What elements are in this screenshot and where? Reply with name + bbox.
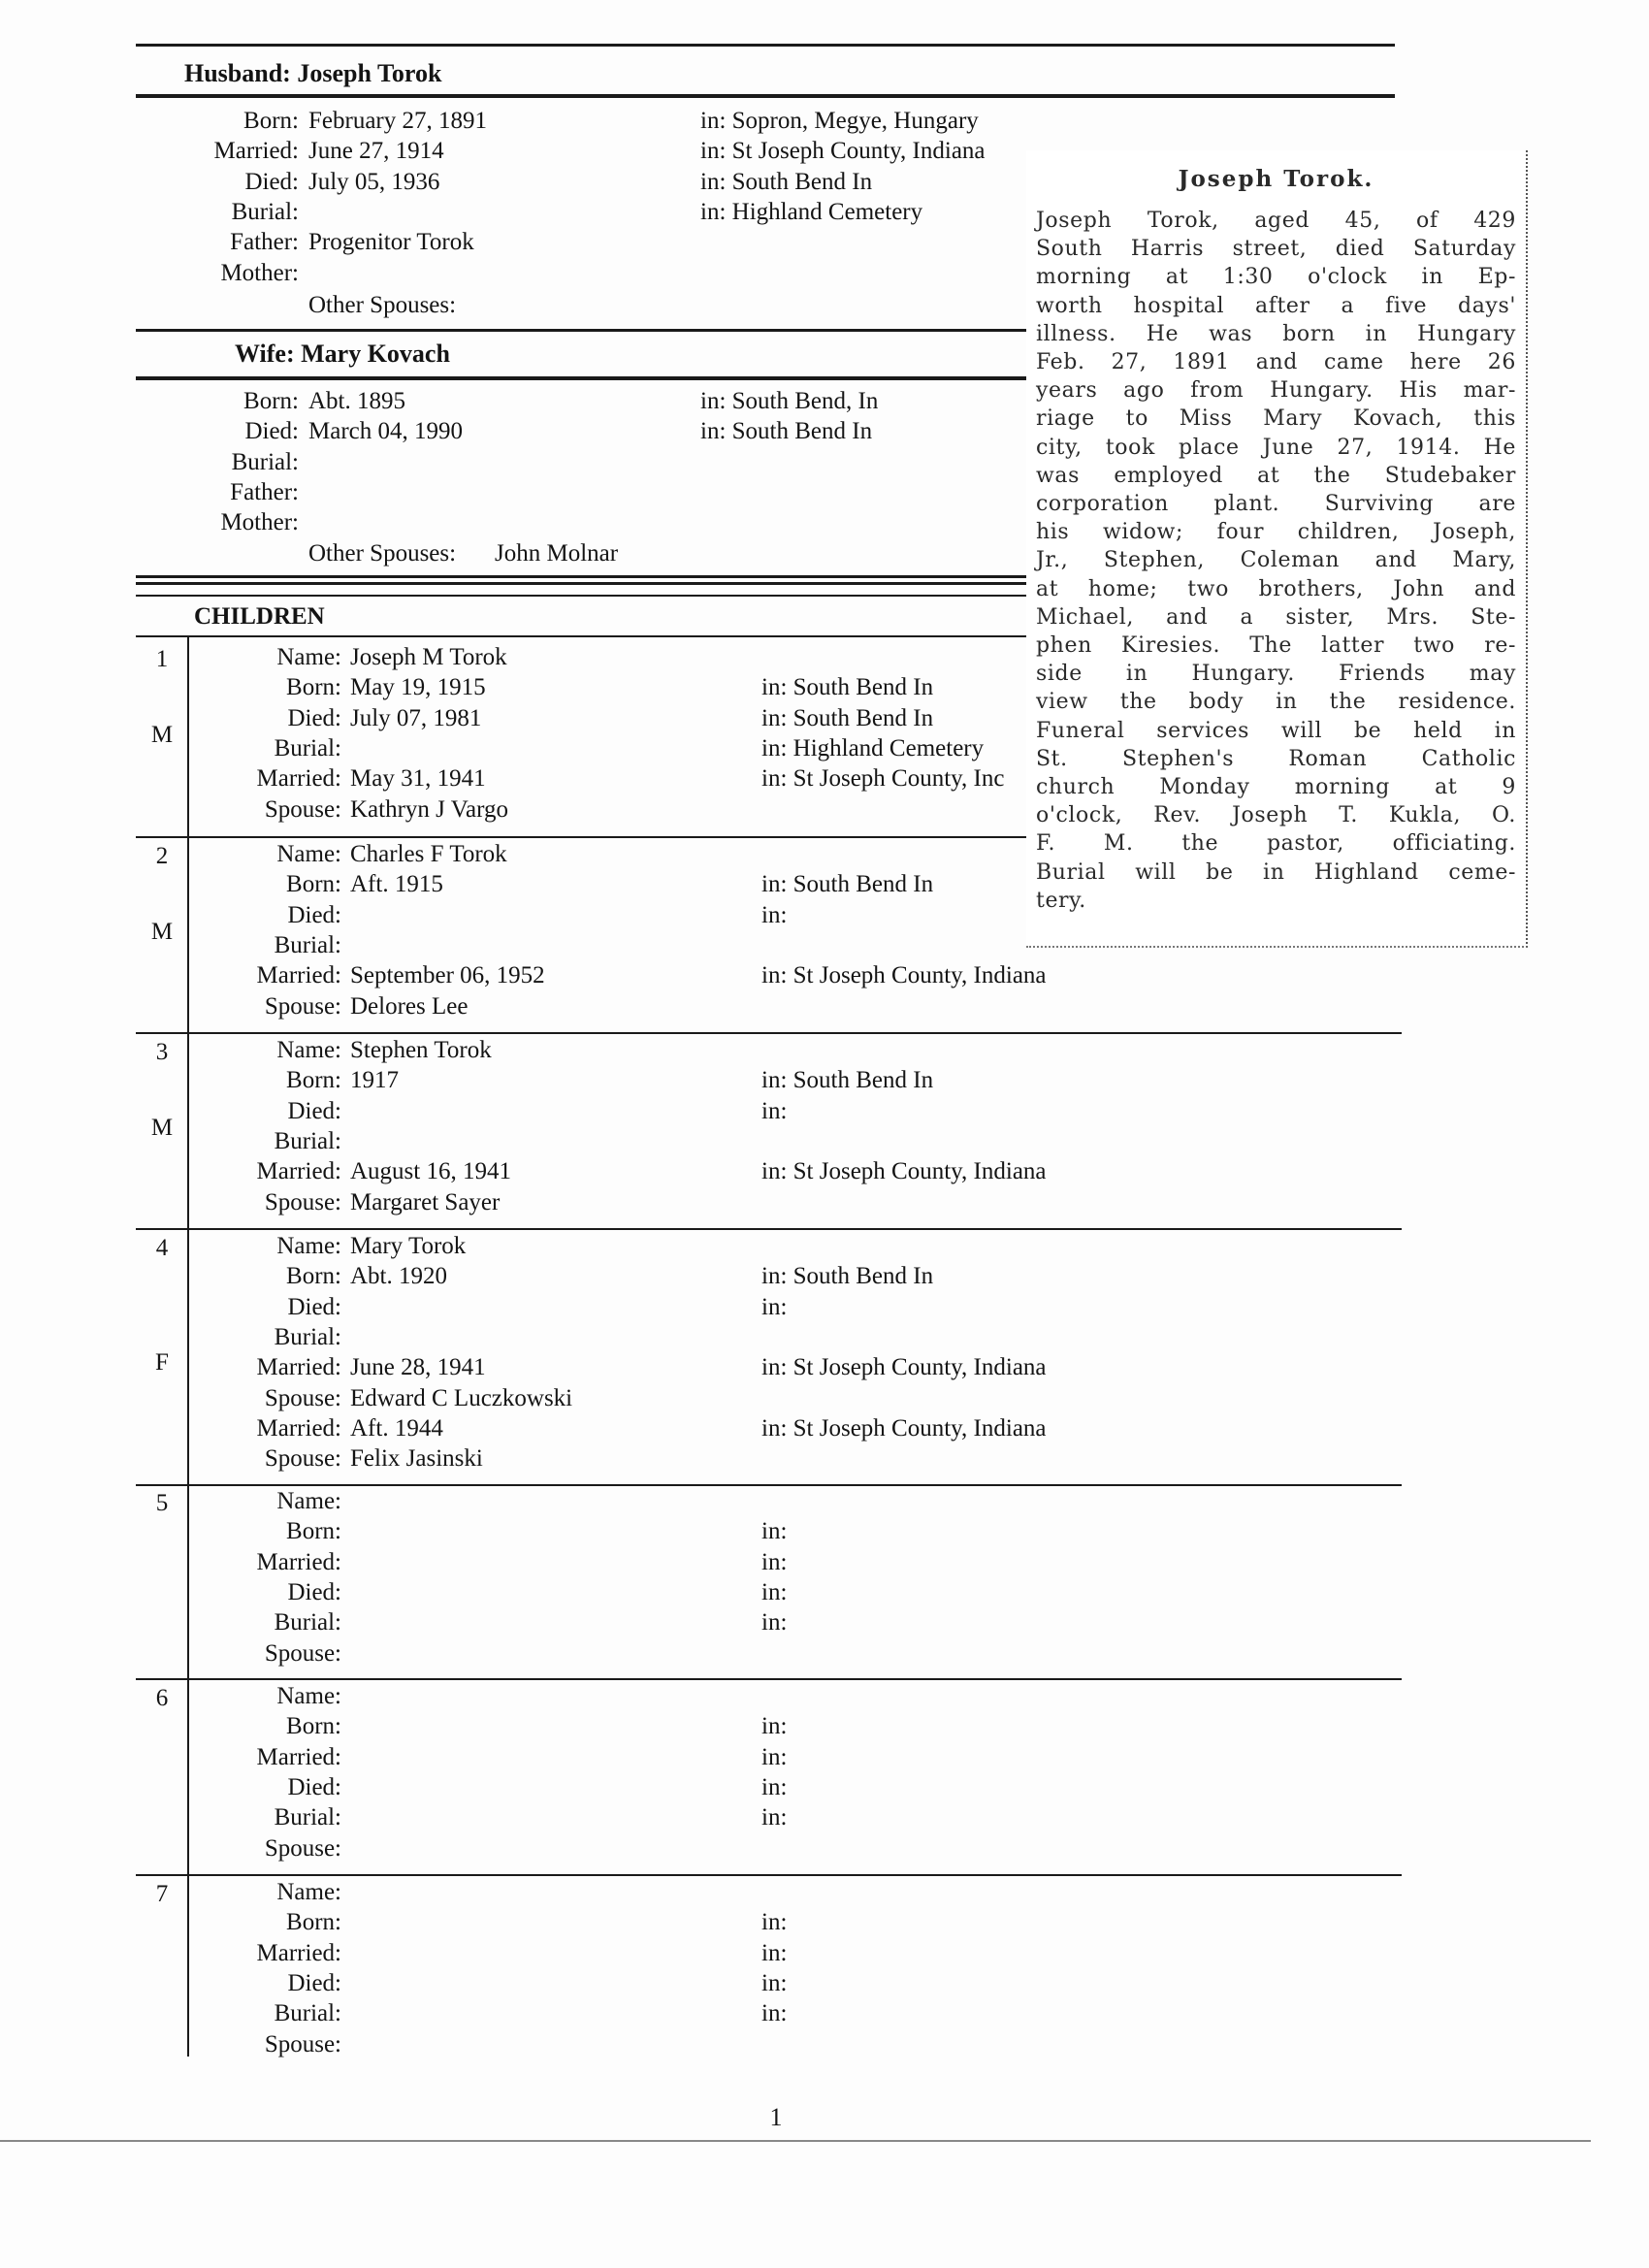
child-field-place: in: South Bend In <box>761 871 934 898</box>
obituary-line: church Monday morning at 9 <box>1036 775 1516 799</box>
obituary-line: riage to Miss Mary Kovach, this <box>1036 406 1516 432</box>
child-sex: F <box>155 1349 169 1376</box>
child-field-label: Died: <box>287 1773 341 1800</box>
child-number: 3 <box>155 1039 169 1065</box>
child-field-value: August 16, 1941 <box>350 1158 511 1185</box>
child-field-label: Burial: <box>274 2000 341 2027</box>
obituary-line: was employed at the Studebaker <box>1036 463 1516 488</box>
wife-rule <box>136 376 1026 380</box>
child-field-label: Born: <box>286 1909 341 1936</box>
child-field-value: Edward C Luczkowski <box>350 1384 573 1411</box>
husband-field-label: Burial: <box>231 198 299 225</box>
child-field-place: in: <box>761 1969 788 1996</box>
child-field-label: Born: <box>286 1263 341 1290</box>
child-field-place: in: St Joseph County, Indiana <box>761 1158 1047 1185</box>
husband-field-place: in: South Bend In <box>700 168 873 195</box>
child-field-value: 1917 <box>350 1067 399 1094</box>
bottom-rule <box>0 2140 1591 2142</box>
child-field-label: Spouse: <box>264 1834 341 1862</box>
child-field-place: in: <box>761 2000 788 2027</box>
child-field-place: in: <box>761 1609 788 1636</box>
children-top-rule-1 <box>136 575 1026 578</box>
child-separator <box>136 836 1026 838</box>
obituary-line: at home; two brothers, John and <box>1036 576 1516 601</box>
obituary-line: morning at 1:30 o'clock in Ep- <box>1036 265 1516 290</box>
child-separator <box>136 1678 1402 1680</box>
child-field-label: Spouse: <box>264 1384 341 1411</box>
child-field-place: in: South Bend In <box>761 1067 934 1094</box>
husband-field-value: June 27, 1914 <box>308 138 444 165</box>
obituary-clipping <box>1026 150 1528 948</box>
child-field-label: Name: <box>276 841 341 867</box>
child-number: 2 <box>155 843 169 869</box>
obituary-line: Jr., Stephen, Coleman and Mary, <box>1036 548 1516 573</box>
obituary-line: Michael, and a sister, Mrs. Ste- <box>1036 604 1516 630</box>
husband-field-label: Died: <box>244 168 299 195</box>
wife-field-label: Father: <box>230 478 299 505</box>
husband-header-label: Husband: <box>184 59 291 87</box>
child-field-label: Born: <box>286 1713 341 1740</box>
wife-field-value: March 04, 1990 <box>308 418 463 445</box>
child-field-label: Married: <box>256 1939 341 1966</box>
child-sex: M <box>150 1115 174 1141</box>
wife-other-spouses-label: Other Spouses: <box>308 540 457 567</box>
child-field-label: Burial: <box>274 1127 341 1154</box>
child-number: 4 <box>155 1235 169 1261</box>
husband-rule <box>136 94 1395 98</box>
child-field-label: Burial: <box>274 1323 341 1350</box>
wife-name: Mary Kovach <box>301 340 450 368</box>
child-field-label: Married: <box>256 765 341 793</box>
obituary-line: phen Kiresies. The latter two re- <box>1036 633 1516 658</box>
child-field-place: in: <box>761 1293 788 1320</box>
child-field-label: Died: <box>287 1578 341 1605</box>
child-field-place: in: <box>761 1773 788 1800</box>
child-field-label: Name: <box>276 1233 341 1259</box>
child-field-place: in: <box>761 1743 788 1770</box>
child-field-value: Stephen Torok <box>350 1037 492 1063</box>
child-field-place: in: St Joseph County, Indiana <box>761 1354 1047 1381</box>
child-field-label: Died: <box>287 901 341 928</box>
child-field-place: in: <box>761 1713 788 1740</box>
obituary-title: Joseph Torok. <box>1178 166 1374 192</box>
obituary-line: city, took place June 27, 1914. He <box>1036 435 1516 460</box>
child-field-place: in: <box>761 1097 788 1124</box>
children-top-rule-2 <box>136 582 1026 585</box>
child-number: 7 <box>155 1881 169 1907</box>
child-separator <box>136 1228 1402 1230</box>
child-field-label: Married: <box>256 1158 341 1185</box>
child-field-value: Margaret Sayer <box>350 1188 501 1215</box>
child-field-value: July 07, 1981 <box>350 704 482 731</box>
child-field-label: Born: <box>286 1067 341 1094</box>
husband-name: Joseph Torok <box>297 59 442 87</box>
child-field-label: Married: <box>256 1548 341 1575</box>
child-field-label: Spouse: <box>264 2030 341 2057</box>
husband-field-label: Father: <box>230 229 299 256</box>
child-field-place: in: South Bend In <box>761 674 934 701</box>
child-field-value: Mary Torok <box>350 1233 467 1259</box>
child-field-place: in: Highland Cemetery <box>761 734 985 761</box>
children-header: CHILDREN <box>194 603 325 630</box>
obituary-line: South Harris street, died Saturday <box>1036 237 1516 262</box>
child-field-label: Name: <box>276 644 341 670</box>
child-field-label: Burial: <box>274 931 341 958</box>
child-field-label: Burial: <box>274 1609 341 1636</box>
child-field-value: Kathryn J Vargo <box>350 795 508 823</box>
obituary-line: Burial will be in Highland ceme- <box>1036 859 1516 885</box>
obituary-line: corporation plant. Surviving are <box>1036 492 1516 516</box>
obituary-line: Funeral services will be held in <box>1036 718 1516 743</box>
child-field-label: Name: <box>276 1683 341 1709</box>
wife-top-rule <box>136 329 1026 332</box>
child-sex: M <box>150 722 174 748</box>
child-field-value: Aft. 1944 <box>350 1414 443 1442</box>
husband-field-place: in: Highland Cemetery <box>700 198 923 225</box>
husband-other-spouses-label: Other Spouses: <box>308 292 457 318</box>
page-number: 1 <box>769 2103 783 2131</box>
child-field-label: Burial: <box>274 1804 341 1831</box>
child-field-place: in: <box>761 1518 788 1545</box>
wife-other-spouses: John Molnar <box>495 540 619 567</box>
wife-field-label: Died: <box>244 418 299 445</box>
child-field-place: in: <box>761 1909 788 1936</box>
child-field-label: Married: <box>256 1414 341 1442</box>
child-field-place: in: South Bend In <box>761 704 934 731</box>
wife-field-label: Born: <box>243 388 299 414</box>
husband-field-label: Married: <box>213 138 299 165</box>
child-field-value: Aft. 1915 <box>350 871 443 898</box>
child-field-label: Spouse: <box>264 1639 341 1667</box>
child-field-place: in: <box>761 901 788 928</box>
child-field-label: Name: <box>276 1879 341 1905</box>
obituary-line: worth hospital after a five days' <box>1036 293 1516 318</box>
child-field-place: in: <box>761 1578 788 1605</box>
child-field-label: Spouse: <box>264 1188 341 1215</box>
children-header-rule <box>136 595 1026 597</box>
obituary-line: illness. He was born in Hungary <box>1036 321 1516 346</box>
child-field-place: in: <box>761 1548 788 1575</box>
child-separator <box>136 1032 1402 1034</box>
wife-field-place: in: South Bend, In <box>700 388 879 414</box>
husband-field-value: Progenitor Torok <box>308 229 474 256</box>
child-field-place: in: St Joseph County, Inc <box>761 765 1005 793</box>
child-field-place: in: <box>761 1804 788 1831</box>
wife-header-label: Wife: <box>235 340 295 368</box>
obituary-line: o'clock, Rev. Joseph T. Kukla, O. <box>1036 803 1516 828</box>
child-field-label: Died: <box>287 704 341 731</box>
top-rule <box>136 44 1395 47</box>
child-field-label: Born: <box>286 674 341 701</box>
child-field-label: Spouse: <box>264 1445 341 1473</box>
child-field-label: Name: <box>276 1037 341 1063</box>
child-field-label: Spouse: <box>264 992 341 1020</box>
child-number: 6 <box>155 1685 169 1711</box>
child-field-value: Charles F Torok <box>350 841 507 867</box>
child-field-label: Died: <box>287 1293 341 1320</box>
child-field-label: Died: <box>287 1097 341 1124</box>
husband-field-label: Born: <box>243 108 299 134</box>
child-field-label: Died: <box>287 1969 341 1996</box>
child-separator <box>136 1484 1402 1486</box>
child-field-place: in: St Joseph County, Indiana <box>761 962 1047 989</box>
child-field-place: in: <box>761 1939 788 1966</box>
child-sex: M <box>150 919 174 945</box>
husband-field-value: February 27, 1891 <box>308 108 487 134</box>
child-field-place: in: St Joseph County, Indiana <box>761 1414 1047 1442</box>
obituary-line: his widow; four children, Joseph, <box>1036 520 1516 545</box>
obituary-line: view the body in the residence. <box>1036 690 1516 715</box>
child-field-value: Delores Lee <box>350 992 469 1020</box>
child-field-label: Spouse: <box>264 795 341 823</box>
child-field-place: in: South Bend In <box>761 1263 934 1290</box>
child-field-label: Married: <box>256 1743 341 1770</box>
husband-field-label: Mother: <box>220 259 299 286</box>
obituary-line: years ago from Hungary. His mar- <box>1036 378 1516 404</box>
obituary-line: F. M. the pastor, officiating. <box>1036 831 1516 857</box>
husband-field-place: in: St Joseph County, Indiana <box>700 138 986 165</box>
child-field-value: June 28, 1941 <box>350 1354 486 1381</box>
child-field-label: Name: <box>276 1488 341 1514</box>
child-field-value: Abt. 1920 <box>350 1263 447 1290</box>
child-field-label: Born: <box>286 871 341 898</box>
child-separator <box>136 1874 1402 1876</box>
child-field-label: Married: <box>256 962 341 989</box>
wife-header <box>235 339 450 370</box>
obituary-line: Joseph Torok, aged 45, of 429 <box>1036 209 1516 233</box>
obituary-line: tery. <box>1036 888 1086 913</box>
child-field-value: Felix Jasinski <box>350 1445 483 1473</box>
wife-field-place: in: South Bend In <box>700 418 873 445</box>
child-field-value: September 06, 1952 <box>350 962 545 989</box>
wife-field-label: Burial: <box>231 448 299 475</box>
husband-header <box>184 58 441 89</box>
child-field-label: Married: <box>256 1354 341 1381</box>
obituary-line: side in Hungary. Friends may <box>1036 662 1516 687</box>
obituary-line: St. Stephen's Roman Catholic <box>1036 746 1516 771</box>
child-field-label: Born: <box>286 1518 341 1545</box>
wife-field-label: Mother: <box>220 509 299 536</box>
child-field-value: May 19, 1915 <box>350 674 486 701</box>
wife-field-value: Abt. 1895 <box>308 388 405 414</box>
child-field-label: Burial: <box>274 734 341 761</box>
husband-field-place: in: Sopron, Megye, Hungary <box>700 108 979 134</box>
husband-field-value: July 05, 1936 <box>308 168 440 195</box>
child-field-value: Joseph M Torok <box>350 644 507 670</box>
obituary-line: Feb. 27, 1891 and came here 26 <box>1036 350 1516 374</box>
child-field-value: May 31, 1941 <box>350 765 486 793</box>
child-number: 1 <box>155 646 169 672</box>
children-header-bottom-rule <box>136 635 1026 637</box>
child-number: 5 <box>155 1490 169 1516</box>
